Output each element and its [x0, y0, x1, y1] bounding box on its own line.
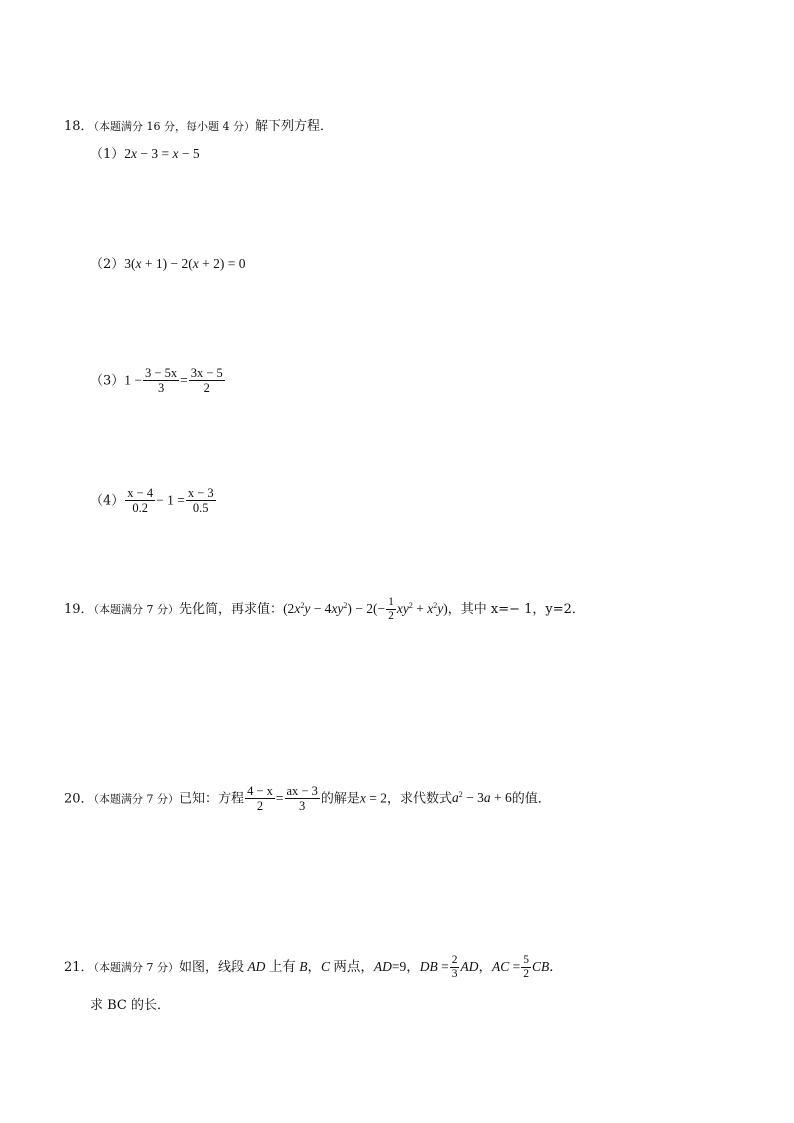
q18-item-4-label: （4） — [90, 493, 125, 509]
q21-number: 21． — [64, 960, 94, 976]
q19-expression: $(2x^2y - 4xy^2) - 2(-$ — [283, 601, 386, 617]
q18-item-4-fraction-right: $\frac{x - 3}{0.5}$ — [187, 486, 214, 516]
q20-solution: x = 2 — [359, 790, 387, 806]
q20-expression: $a^2 - 3a + 6$ — [452, 790, 512, 806]
q20-lead: 已知：方程 — [179, 791, 245, 807]
q18-item-1-label: （1） — [90, 147, 125, 162]
q20-score-note: （本题满分 7 分） — [93, 792, 180, 806]
q18-item-1-equation: 2x − 3 = x − 5 — [124, 146, 200, 161]
q21: 21．（本题满分 7 分）如图，线段 AD 上有 B，C 两点，AD=9，DB = $\frac{2}{3}$ AD，AC = $\frac{5}{2}$ CB． — [64, 954, 563, 981]
q20-number: 20． — [64, 791, 94, 807]
q18-item-3-one: 1 − — [124, 372, 143, 388]
q18-item-3-fraction-left: $\frac{3 - 5x}{3}$ — [145, 366, 178, 396]
q19-fraction-half: $\frac{1}{2}$ — [388, 596, 394, 623]
q21-fraction-five-halves: $\frac{5}{2}$ — [523, 954, 529, 981]
q18-item-4: （4） $\frac{x - 4}{0.2}$ − 1 = $\frac{x - 3}{0.5}$ — [90, 486, 214, 516]
q21-conditions: AD 上有 B，C 两点，AD=9，DB = — [247, 959, 449, 975]
q18-item-3: （3）1 − $\frac{3 - 5x}{3}$ = $\frac{3x - 5}{2}$ — [90, 366, 223, 396]
q20-fraction-right: $\frac{ax - 3}{3}$ — [286, 784, 318, 814]
q21-fraction-two-thirds: $\frac{2}{3}$ — [451, 954, 458, 981]
q19-condition: ，其中 x=− 1，y=2． — [447, 602, 585, 618]
q20-ask: ，求代数式 — [387, 791, 453, 807]
q20-mid: 的解是 — [320, 791, 360, 807]
q20-tail: 的值． — [511, 791, 551, 807]
q18-number: 18． — [64, 119, 94, 134]
q21-question: 求 BC 的长． — [90, 998, 171, 1013]
q19-lead: 先化简，再求值： — [179, 602, 284, 618]
q19: 19．（本题满分 7 分）先化简，再求值：$(2x^2y - 4xy^2) - 2(-$ $\frac{1}{2}$ $xy^2 + x^2y$)，其中 x=− 1，y=2． — [64, 596, 585, 623]
q21-score-note: （本题满分 7 分） — [93, 961, 180, 975]
q18-item-3-label: （3） — [90, 373, 125, 389]
q18-item-3-fraction-right: $\frac{3x - 5}{2}$ — [190, 366, 223, 396]
q18-item-2-label: （2） — [90, 257, 125, 272]
q18-item-2 — [90, 257, 245, 271]
q21-lead: 如图，线段 — [179, 960, 245, 976]
q18-item-2-equation: 3(x + 1) − 2(x + 2) = 0 — [124, 256, 246, 271]
q20-fraction-left: $\frac{4 - x}{2}$ — [247, 784, 273, 814]
q18-score-note: （本题满分 16 分，每小题 4 分） — [93, 120, 256, 133]
q18-item-4-fraction-left: $\frac{x - 4}{0.2}$ — [127, 486, 154, 516]
q18-instruction: 解下列方程． — [255, 119, 334, 134]
q18-header — [64, 120, 333, 133]
q18-item-1 — [90, 147, 200, 161]
q20: 20．（本题满分 7 分）已知：方程 $\frac{4 - x}{2}$ = $\frac{ax - 3}{3}$ 的解是x = 2，求代数式$a^2 - 3a + 6$的值． — [64, 784, 551, 814]
q19-score-note: （本题满分 7 分） — [93, 603, 180, 617]
q19-number: 19． — [64, 602, 94, 618]
